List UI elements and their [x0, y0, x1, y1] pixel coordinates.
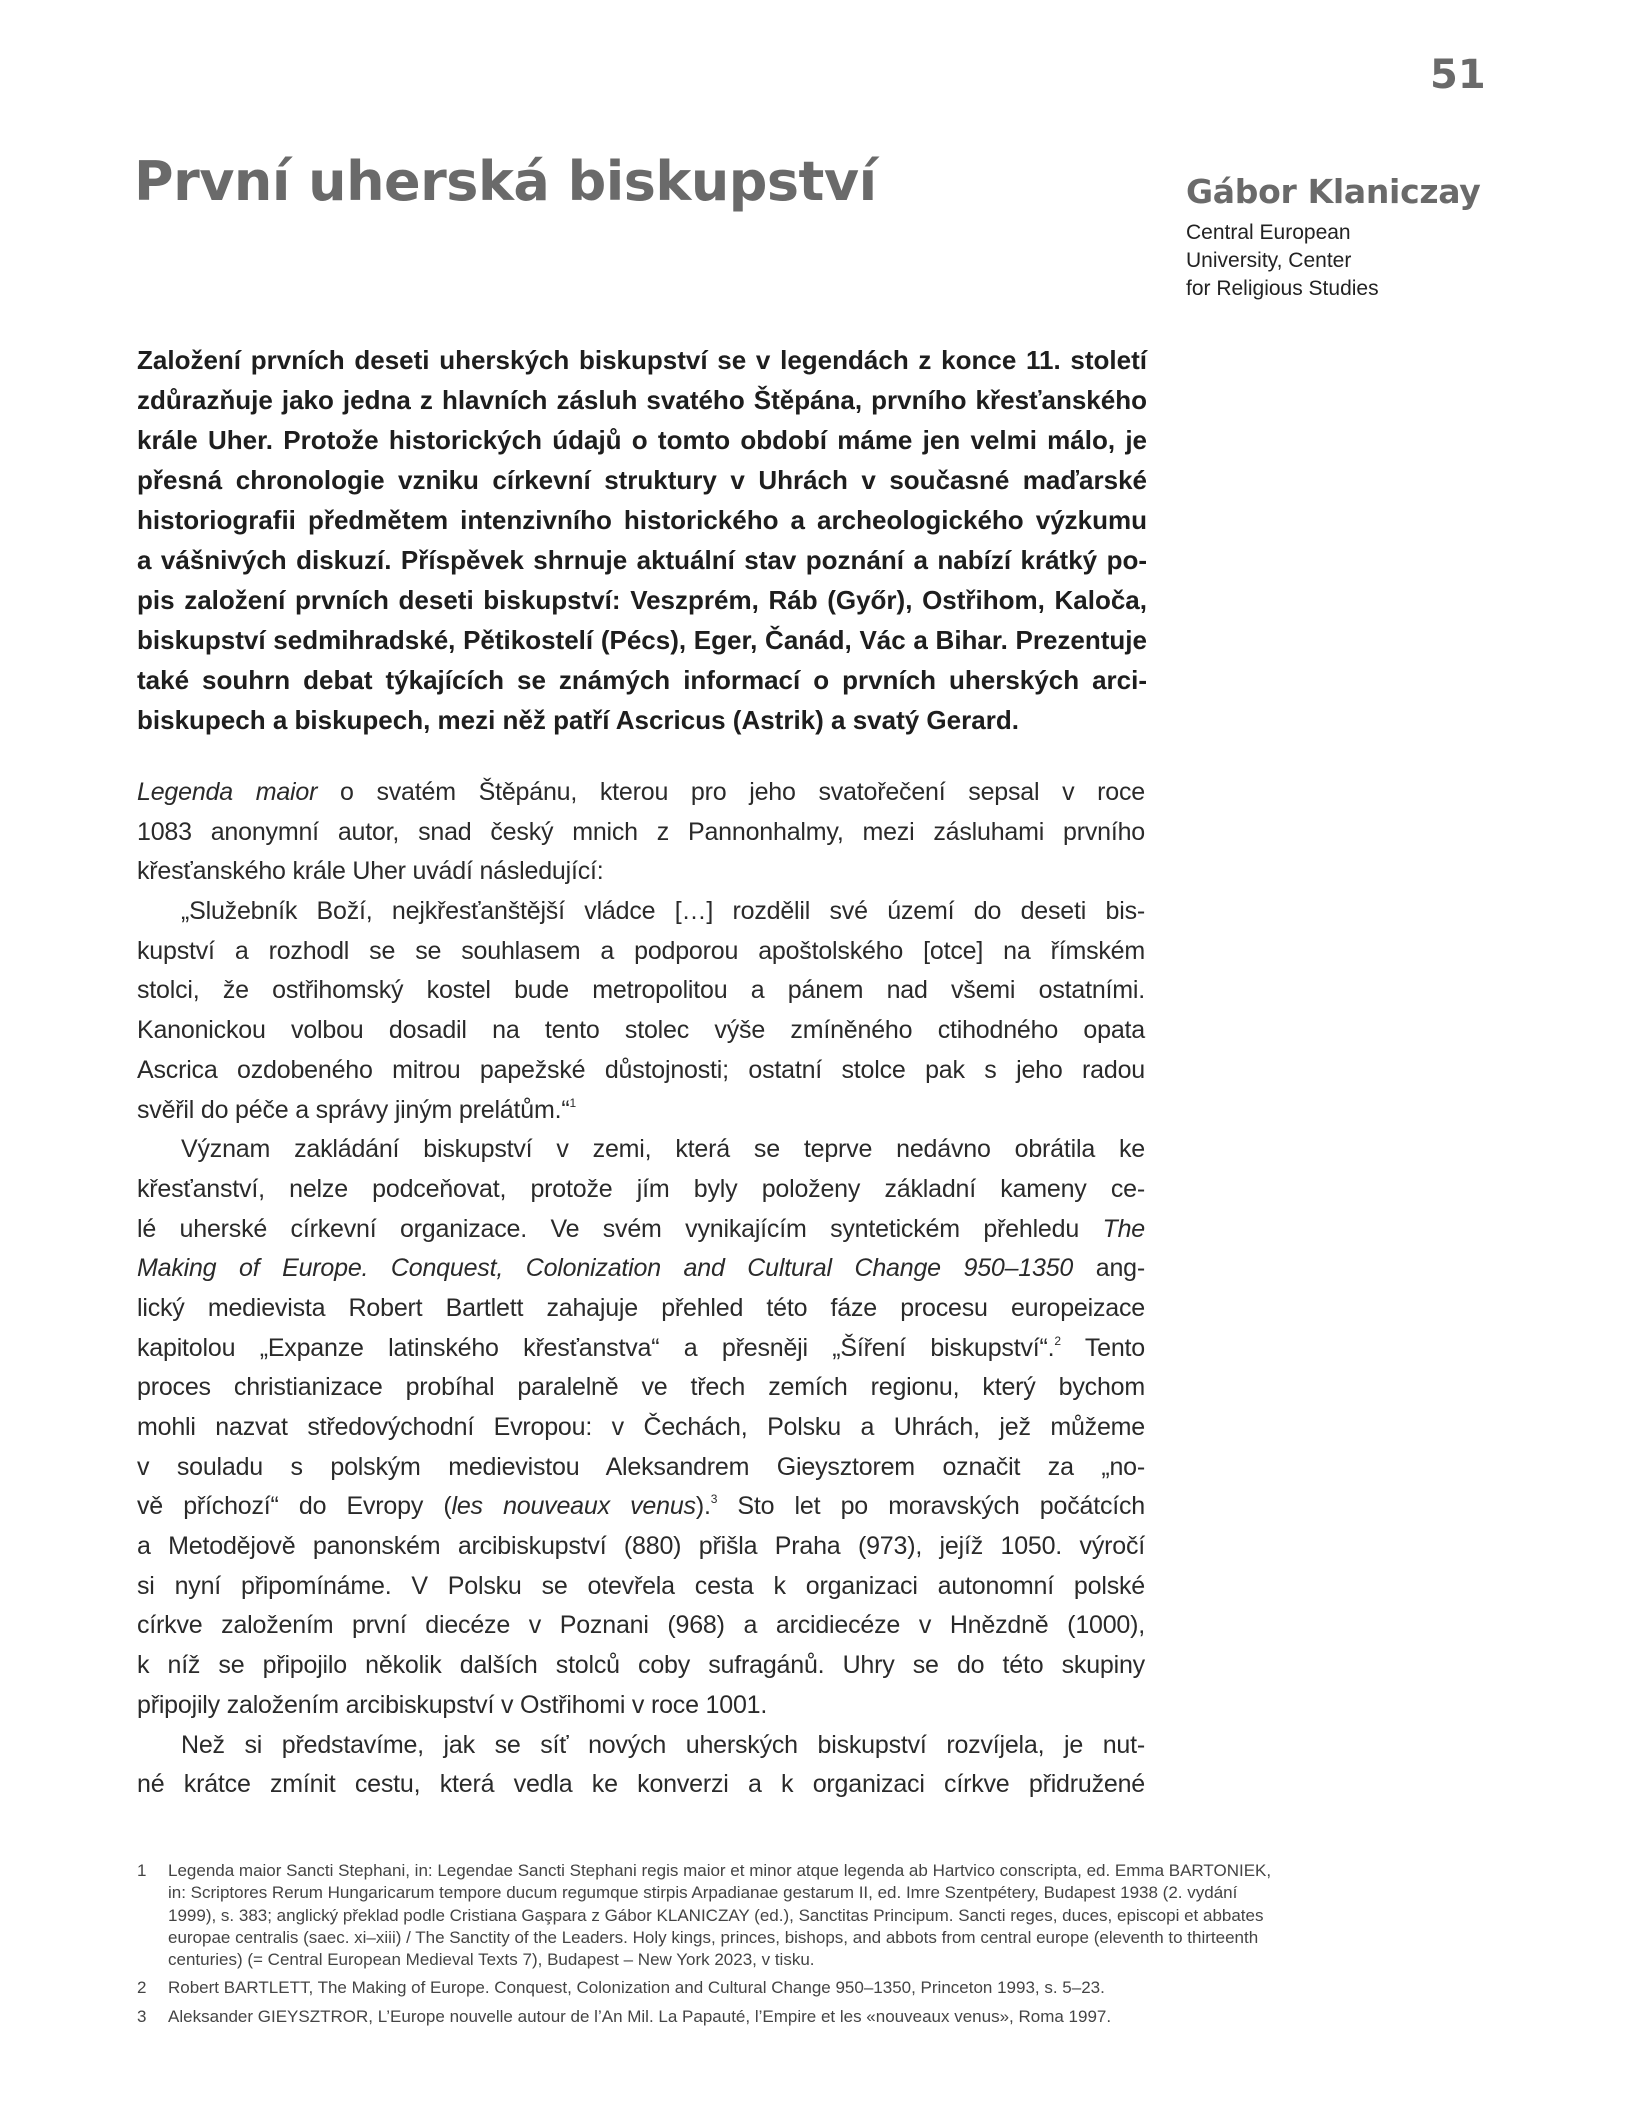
- abstract-line: také souhrn debat týkajících se známých informací o prvních uherských arci-: [137, 665, 1147, 695]
- quote-line: Kanonickou volbou dosadil na tento stolec výše zmíněného ctihodného opata: [137, 1016, 1145, 1045]
- quote-line: „Služebník Boží, nejkřesťanštější vládce […] rozdělil své území do deseti bis-: [181, 897, 1145, 926]
- abstract-line: krále Uher. Protože historických údajů o tomto období máme jen velmi málo, je: [137, 425, 1147, 455]
- footnote-1: [137, 1860, 1497, 1971]
- body-text: [137, 773, 1145, 1805]
- body-line: k níž se připojilo několik dalších stolců coby sufragánů. Uhry se do této skupiny: [137, 1651, 1145, 1680]
- footnote-ref-3[interactable]: 3: [710, 1492, 718, 1507]
- body-line: lický medievista Robert Bartlett zahajuje přehled této fáze procesu europeizace: [137, 1293, 1145, 1322]
- abstract-line: historiografii předmětem intenzivního historického a archeologického výzkumu: [137, 505, 1147, 535]
- page-number: 51: [1430, 52, 1486, 98]
- body-line: v souladu s polským medievistou Aleksandrem Gieysztorem označit za „no-: [137, 1452, 1145, 1481]
- italic-title: Legenda maior: [137, 778, 318, 806]
- affiliation-line: University, Center: [1186, 249, 1352, 272]
- quote-line: Ascrica ozdobeného mitrou papežské důstojnosti; ostatní stolce pak s jeho radou: [137, 1055, 1145, 1084]
- abstract-line: a vášnivých diskuzí. Příspěvek shrnuje aktuální stav poznání a nabízí krátký po-: [137, 545, 1147, 575]
- body-line: Význam zakládání biskupství v zemi, která se teprve nedávno obrátila ke: [181, 1135, 1145, 1164]
- footnote-2: [137, 1977, 1497, 1999]
- body-line: Making of Europe. Conquest, Colonization and Cultural Change 950–1350 ang-: [137, 1254, 1145, 1283]
- body-line: připojily založením arcibiskupství v Ostřihomi v roce 1001.: [137, 1690, 768, 1719]
- body-line: mohli nazvat středovýchodní Evropou: v Čechách, Polsku a Uhrách, jež můžeme: [137, 1413, 1145, 1441]
- author-name: Gábor Klaniczay: [1186, 172, 1481, 211]
- quote-line: svěřil do péče a správy jiným prelátům.“$^1$: [137, 1095, 576, 1124]
- footnote-line: centuries) (= Central European Medieval Texts 7), Budapest – New York 2023, v tisku.: [168, 1950, 815, 1970]
- footnote-number: 1: [137, 1861, 147, 1880]
- footnote-ref-1[interactable]: 1: [569, 1095, 576, 1110]
- abstract-line: přesná chronologie vzniku církevní struktury v Uhrách v současné maďarské: [137, 465, 1147, 495]
- body-line: kapitolou „Expanze latinského křesťanstva“ a přesněji „Šíření biskupství“.$^2$ Tento: [137, 1333, 1145, 1362]
- body-line: proces christianizace probíhal paralelně ve třech zemích regionu, který bychom: [137, 1373, 1145, 1402]
- abstract-line: Založení prvních deseti uherských biskupství se v legendách z konce 11. století: [137, 345, 1147, 375]
- affiliation-line: for Religious Studies: [1186, 277, 1379, 300]
- article-title: První uherská biskupství: [134, 150, 877, 213]
- quote-line: stolci, že ostřihomský kostel bude metropolitou a pánem nad všemi ostatními.: [137, 976, 1145, 1005]
- footnote-ref-2[interactable]: 2: [1054, 1333, 1061, 1348]
- body-line: si nyní připomínáme. V Polsku se otevřela cesta k organizaci autonomní polské: [137, 1571, 1145, 1600]
- author-block: [1186, 172, 1506, 303]
- author-affiliation: [1186, 219, 1506, 303]
- footnote-line: 1999), s. 383; anglický překlad podle Cristiana Gaşpara z Gábor KLANICZAY (ed.), Sanctitas Principum. Sancti reges, duces, episcopi et abbates: [168, 1905, 1264, 1925]
- body-line: vě příchozí“ do Evropy (les nouveaux venus).$^3$ Sto let po moravských počátcích: [137, 1492, 1145, 1521]
- footnote-line: Aleksander GIEYSZTROR, L’Europe nouvelle autour de l’An Mil. La Papauté, l’Empire et les «nouveaux venus», Roma 1997.: [168, 2006, 1112, 2026]
- footnote-line: in: Scriptores Rerum Hungaricarum tempore ducum regumque stirpis Arpadianae gestarum II, ed. Imre Szentpétery, Budapest 1938 (2. vydání: [168, 1883, 1238, 1903]
- body-line: a Metodějově panonském arcibiskupství (880) přišla Praha (973), jejíž 1050. výročí: [137, 1532, 1145, 1561]
- abstract-line: biskupech a biskupech, mezi něž patří Ascricus (Astrik) a svatý Gerard.: [137, 705, 1019, 735]
- footnote-line: europae centralis (saec. xi–xiii) / The Sanctity of the Leaders. Holy kings, princes, bishops, and abbots from central europe (eleventh to thirteenth: [168, 1927, 1259, 1947]
- abstract-line: pis založení prvních deseti biskupství: Veszprém, Ráb (Győr), Ostřihom, Kaloča,: [137, 585, 1147, 615]
- abstract: [137, 340, 1147, 740]
- abstract-line: zdůrazňuje jako jedna z hlavních zásluh svatého Štěpána, prvního křesťanského: [137, 385, 1147, 415]
- body-line: né krátce zmínit cestu, která vedla ke konverzi a k organizaci církve přidružené: [137, 1770, 1145, 1799]
- footnote-line: Legenda maior Sancti Stephani, in: Legendae Sancti Stephani regis maior et minor atque legenda ab Hartvico conscripta, ed. Emma BARTONIEK,: [168, 1861, 1272, 1880]
- body-line: Legenda maior o svatém Štěpánu, kterou pro jeho svatořečení sepsal v roce: [137, 778, 1146, 806]
- italic-title: Making of Europe. Conquest, Colonization and Cultural Change 950–1350: [137, 1254, 1074, 1283]
- quote-line: kupství a rozhodl se se souhlasem a podporou apoštolského [otce] na římském: [137, 936, 1145, 965]
- body-line: křesťanství, nelze podceňovat, protože jím byly položeny základní kameny ce-: [137, 1174, 1145, 1203]
- footnote-3: [137, 2006, 1497, 2028]
- footnote-number: 3: [137, 2006, 147, 2026]
- footnotes: [137, 1860, 1497, 2034]
- abstract-line: biskupství sedmihradské, Pětikostelí (Pécs), Eger, Čanád, Vác a Bihar. Prezentuje: [137, 625, 1147, 655]
- body-line: křesťanského krále Uher uvádí následující:: [137, 857, 604, 886]
- footnote-number: 2: [137, 1978, 147, 1998]
- body-line: 1083 anonymní autor, snad český mnich z Pannonhalmy, mezi zásluhami prvního: [137, 817, 1145, 846]
- body-line: církve založením první diecéze v Poznani (968) a arcidiecéze v Hnězdně (1000),: [137, 1611, 1145, 1640]
- body-line: Než si představíme, jak se síť nových uherských biskupství rozvíjela, je nut-: [181, 1730, 1145, 1759]
- body-line: lé uherské církevní organizace. Ve svém vynikajícím syntetickém přehledu The: [137, 1214, 1145, 1243]
- footnote-line: Robert BARTLETT, The Making of Europe. Conquest, Colonization and Cultural Change 950–1350, Princeton 1993, s. 5–23.: [168, 1978, 1105, 1998]
- affiliation-line: Central European: [1186, 221, 1351, 244]
